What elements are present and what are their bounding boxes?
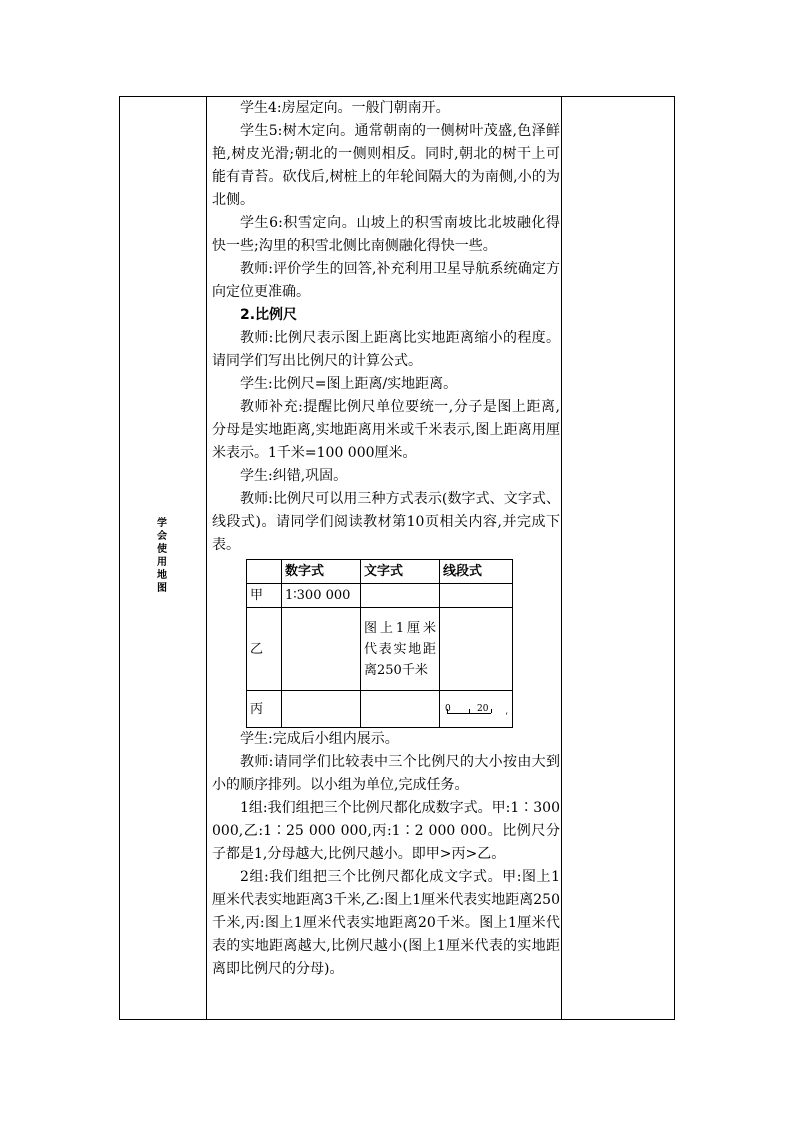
scale-line xyxy=(447,713,491,714)
paragraph: 学生:纠错,巩固。 xyxy=(240,468,348,484)
table-row xyxy=(247,691,513,728)
paragraph: 学生4:房屋定向。一般门朝南开。 xyxy=(240,100,450,116)
paragraph: 2组:我们组把三个比例尺都化成文字式。甲:图上1厘米代表实地距离3千米,乙:图上1厘米代表实地距离250千米,丙:图上1厘米代表实地距离20千米。图上1厘米代表的实地距离越大,比例尺越小(图上1厘米代表的实地距离即比例尺的分母)。 xyxy=(212,869,560,977)
row-label: 丙 xyxy=(247,691,282,728)
paragraph: 1组:我们组把三个比例尺都化成数字式。甲:1∶300 000,乙:1∶25 000 000,丙:1∶2 000 000。比例尺分子都是1,分母越大,比例尺越小。即甲>丙>乙。 xyxy=(212,800,560,862)
line-cell xyxy=(440,584,513,608)
text-cell xyxy=(361,691,440,728)
table-row xyxy=(247,584,513,608)
scale-table xyxy=(246,559,513,728)
lesson-table xyxy=(119,96,675,1020)
paragraph: 学生6:积雪定向。山坡上的积雪南坡比北坡融化得快一些;沟里的积雪北侧比南侧融化得快一些。 xyxy=(212,215,560,254)
line-cell xyxy=(440,608,513,691)
paragraph: 教师:比例尺可以用三种方式表示(数字式、文字式、线段式)。请同学们阅读教材第10页相关内容,并完成下表。 xyxy=(212,491,560,553)
side-label: 学会使用地图 xyxy=(157,518,167,594)
scale-tick xyxy=(447,709,448,713)
scale-tail-mark: ‘ xyxy=(505,712,508,722)
paragraph: 教师:评价学生的回答,补充利用卫星导航系统确定方向定位更准确。 xyxy=(212,261,560,300)
table-header: 文字式 xyxy=(361,560,440,584)
scale-label-twenty: 20 xyxy=(477,704,489,714)
linear-scale-bar xyxy=(443,698,509,720)
scale-label-zero: 0 xyxy=(445,704,451,714)
row-label: 乙 xyxy=(247,608,282,691)
column-divider-right xyxy=(561,97,562,1019)
scale-tick xyxy=(469,709,470,713)
row-label: 甲 xyxy=(247,584,282,608)
text-cell: 图上1厘米代表实地距离250千米 xyxy=(361,608,440,691)
table-header: 线段式 xyxy=(440,560,513,584)
table-row xyxy=(247,608,513,691)
paragraph: 学生:完成后小组内展示。 xyxy=(240,731,399,747)
text-cell xyxy=(361,584,440,608)
main-content xyxy=(212,97,560,981)
numeric-cell xyxy=(282,608,361,691)
column-divider-left xyxy=(206,97,207,1019)
paragraph: 教师:比例尺表示图上距离比实地距离缩小的程度。请同学们写出比例尺的计算公式。 xyxy=(212,330,560,369)
line-cell xyxy=(440,691,513,728)
table-header xyxy=(247,560,282,584)
paragraph: 学生:比例尺=图上距离/实地距离。 xyxy=(240,376,458,392)
numeric-cell xyxy=(282,691,361,728)
paragraph: 教师:请同学们比较表中三个比例尺的大小按由大到小的顺序排列。以小组为单位,完成任务。 xyxy=(212,754,560,793)
paragraph: 教师补充:提醒比例尺单位要统一,分子是图上距离,分母是实地距离,实地距离用米或千米表示,图上距离用厘米表示。1千米=100 000厘米。 xyxy=(212,399,560,461)
table-header: 数字式 xyxy=(282,560,361,584)
numeric-cell: 1∶300 000 xyxy=(282,584,361,608)
paragraph: 学生5:树木定向。通常朝南的一侧树叶茂盛,色泽鲜艳,树皮光滑;朝北的一侧则相反。同时,朝北的树干上可能有青苔。砍伐后,树桩上的年轮间隔大的为南侧,小的为北侧。 xyxy=(212,123,560,208)
scale-tick xyxy=(491,709,492,713)
section-heading: 2.比例尺 xyxy=(240,307,298,323)
